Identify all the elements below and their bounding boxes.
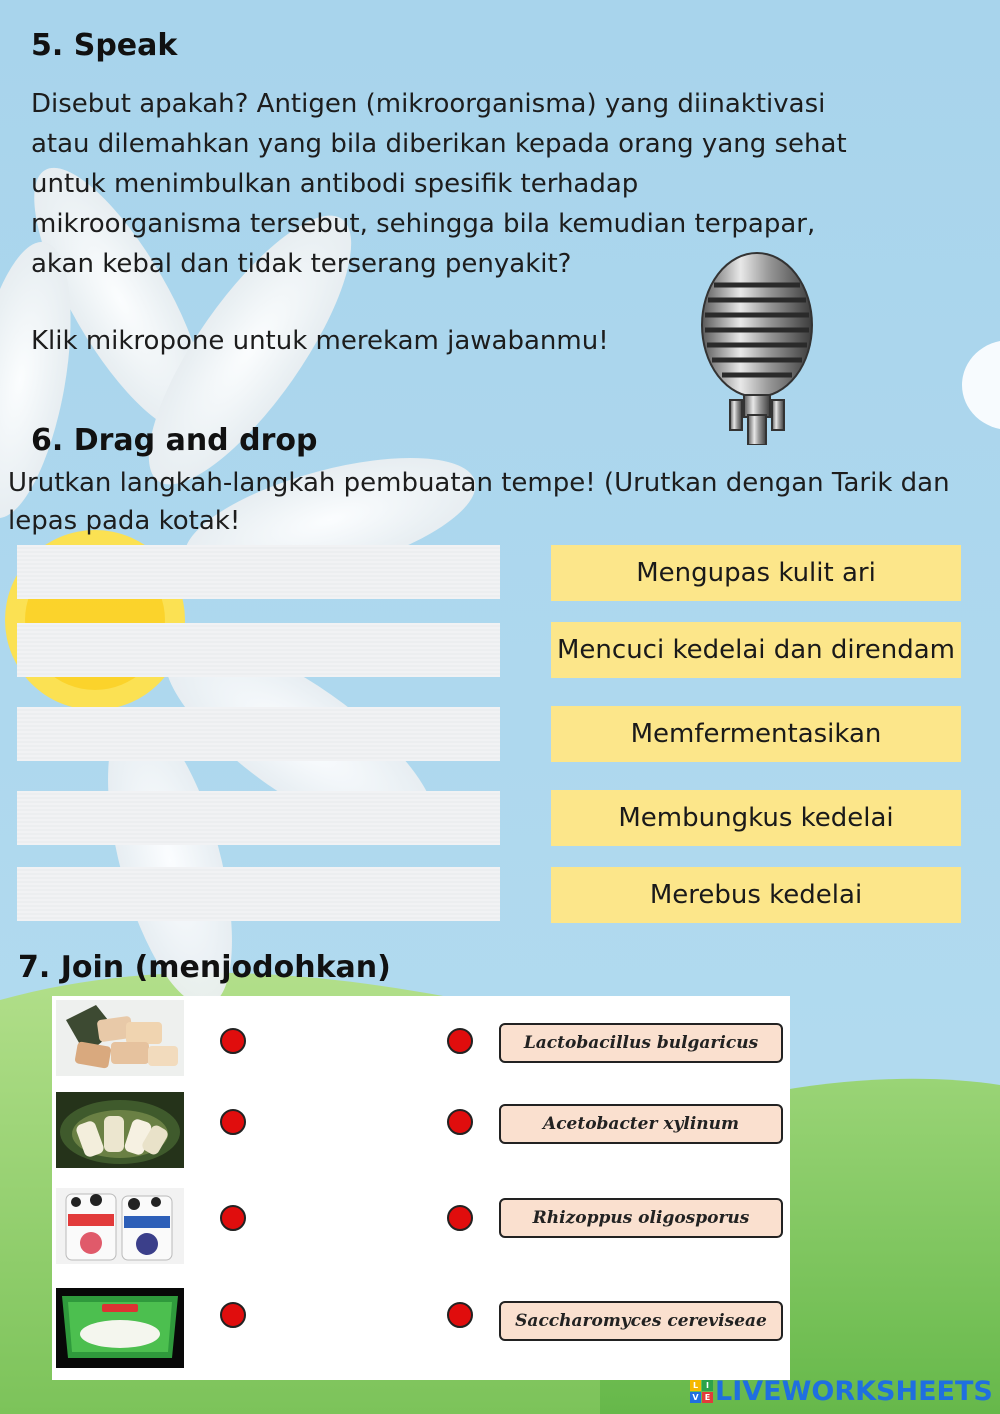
- match-dot-right[interactable]: [447, 1205, 473, 1231]
- tempe-image: [56, 1000, 184, 1076]
- join-heading: 7. Join (menjodohkan): [18, 950, 391, 985]
- bread-tub-image: [56, 1288, 184, 1368]
- question-line: atau dilemahkan yang bila diberikan kepada orang yang sehat: [31, 129, 847, 159]
- yogurt-image: [56, 1188, 184, 1264]
- drag-item[interactable]: Mencuci kedelai dan direndam: [551, 622, 961, 678]
- organism-label: Lactobacillus bulgaricus: [499, 1023, 783, 1063]
- drop-zone-4[interactable]: [17, 791, 500, 845]
- join-panel: [52, 996, 790, 1380]
- dragdrop-instruction: [8, 464, 988, 540]
- question-line: akan kebal dan tidak terserang penyakit?: [31, 249, 572, 279]
- drag-item[interactable]: Memfermentasikan: [551, 706, 961, 762]
- organism-label: Acetobacter xylinum: [499, 1104, 783, 1144]
- drag-item[interactable]: Membungkus kedelai: [551, 790, 961, 846]
- speak-instruction: Klik mikropone untuk merekam jawabanmu!: [31, 326, 609, 356]
- match-dot-right[interactable]: [447, 1109, 473, 1135]
- dragdrop-heading: 6. Drag and drop: [31, 423, 318, 458]
- match-dot-left[interactable]: [220, 1302, 246, 1328]
- organism-label: Saccharomyces cereviseae: [499, 1301, 783, 1341]
- brand-name: LIVEWORKSHEETS: [715, 1376, 993, 1407]
- brand-icon: L I V E: [690, 1380, 713, 1403]
- question-line: untuk menimbulkan antibodi spesifik terhadap: [31, 169, 639, 199]
- question-line: Disebut apakah? Antigen (mikroorganisma) yang diinaktivasi: [31, 89, 826, 119]
- microphone-icon[interactable]: [700, 250, 815, 445]
- instruction-line: lepas pada kotak!: [8, 506, 241, 536]
- question-line: mikroorganisma tersebut, sehingga bila kemudian terpapar,: [31, 209, 816, 239]
- speak-heading: 5. Speak: [31, 28, 178, 63]
- drop-zone-1[interactable]: [17, 545, 500, 599]
- drag-item[interactable]: Merebus kedelai: [551, 867, 961, 923]
- drop-zone-5[interactable]: [17, 867, 500, 921]
- drop-zone-2[interactable]: [17, 623, 500, 677]
- match-dot-left[interactable]: [220, 1205, 246, 1231]
- organism-label: Rhizoppus oligosporus: [499, 1198, 783, 1238]
- instruction-line: Urutkan langkah-langkah pembuatan tempe! (Urutkan dengan Tarik dan: [8, 468, 950, 498]
- match-dot-left[interactable]: [220, 1028, 246, 1054]
- drag-item[interactable]: Mengupas kulit ari: [551, 545, 961, 601]
- liveworksheets-logo: [690, 1376, 993, 1407]
- match-dot-right[interactable]: [447, 1028, 473, 1054]
- drop-zone-3[interactable]: [17, 707, 500, 761]
- tape-image: [56, 1092, 184, 1168]
- match-dot-right[interactable]: [447, 1302, 473, 1328]
- match-dot-left[interactable]: [220, 1109, 246, 1135]
